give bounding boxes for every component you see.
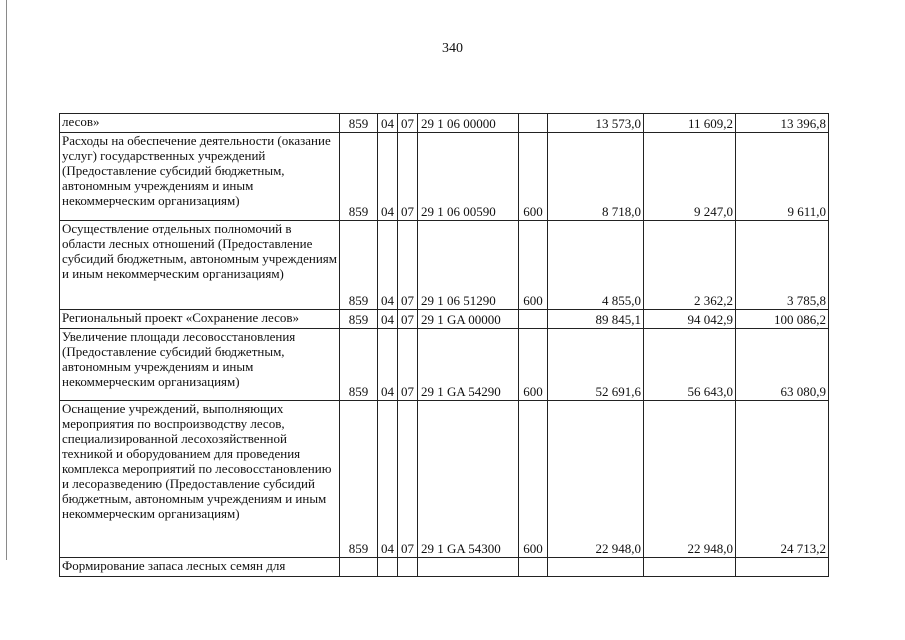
row-year2: 2 362,2 [644,221,736,310]
row-year3: 63 080,9 [736,329,829,401]
row-pr: 07 [398,401,418,558]
row-pr [398,558,418,577]
row-vr [519,114,548,133]
row-rz: 04 [378,221,398,310]
row-year3: 24 713,2 [736,401,829,558]
row-name: Расходы на обеспечение деятельности (оказание услуг) государственных учреждений (Предоставление субсидий бюджетным, автономным учреждениям и иным некоммерческим организациям) [60,133,340,221]
row-year1: 13 573,0 [548,114,644,133]
row-rz: 04 [378,401,398,558]
row-year1: 8 718,0 [548,133,644,221]
row-csr: 29 1 06 00590 [418,133,519,221]
row-year3: 3 785,8 [736,221,829,310]
row-year3 [736,558,829,577]
row-rz: 04 [378,329,398,401]
row-name: Формирование запаса лесных семян для [60,558,340,577]
row-csr: 29 1 GA 00000 [418,310,519,329]
row-ved: 859 [340,310,378,329]
table-row [60,558,829,577]
row-vr [519,558,548,577]
row-ved: 859 [340,329,378,401]
row-vr: 600 [519,133,548,221]
page-number: 340 [442,41,463,56]
table-row [60,114,829,133]
row-year2: 22 948,0 [644,401,736,558]
row-year2: 56 643,0 [644,329,736,401]
row-ved: 859 [340,221,378,310]
table-row [60,401,829,558]
row-pr: 07 [398,310,418,329]
row-csr: 29 1 06 00000 [418,114,519,133]
row-year3: 9 611,0 [736,133,829,221]
row-name: Осуществление отдельных полномочий в области лесных отношений (Предоставление субсидий бюджетным, автономным учреждениям и иным некоммерческим организациям) [60,221,340,310]
row-name: Региональный проект «Сохранение лесов» [60,310,340,329]
row-rz: 04 [378,133,398,221]
row-pr: 07 [398,114,418,133]
row-year2 [644,558,736,577]
row-ved: 859 [340,401,378,558]
row-name: лесов» [60,114,340,133]
row-rz: 04 [378,310,398,329]
row-year3: 13 396,8 [736,114,829,133]
row-ved [340,558,378,577]
row-rz [378,558,398,577]
row-vr: 600 [519,401,548,558]
row-pr: 07 [398,221,418,310]
budget-table [59,113,829,577]
table-row [60,221,829,310]
row-year1: 4 855,0 [548,221,644,310]
row-year2: 9 247,0 [644,133,736,221]
row-vr [519,310,548,329]
table-row [60,133,829,221]
row-ved: 859 [340,114,378,133]
page-edge-line [6,0,7,560]
row-name: Оснащение учреждений, выполняющих мероприятия по воспроизводству лесов, специализированной лесохозяйственной техникой и оборудованием для проведения комплекса мероприятий по лесовосстановлению и лесоразведению (Предоставление субсидий бюджетным, автономным учреждениям и иным некоммерческим организациям) [60,401,340,558]
row-csr: 29 1 06 51290 [418,221,519,310]
row-year3: 100 086,2 [736,310,829,329]
row-csr: 29 1 GA 54300 [418,401,519,558]
row-year2: 94 042,9 [644,310,736,329]
table-row [60,329,829,401]
row-csr [418,558,519,577]
row-csr: 29 1 GA 54290 [418,329,519,401]
row-rz: 04 [378,114,398,133]
row-year1: 52 691,6 [548,329,644,401]
row-year1: 89 845,1 [548,310,644,329]
row-pr: 07 [398,329,418,401]
row-vr: 600 [519,329,548,401]
row-year2: 11 609,2 [644,114,736,133]
row-name: Увеличение площади лесовосстановления (Предоставление субсидий бюджетным, автономным учреждениям и иным некоммерческим организациям) [60,329,340,401]
row-ved: 859 [340,133,378,221]
row-year1 [548,558,644,577]
table-row [60,310,829,329]
row-vr: 600 [519,221,548,310]
row-pr: 07 [398,133,418,221]
row-year1: 22 948,0 [548,401,644,558]
